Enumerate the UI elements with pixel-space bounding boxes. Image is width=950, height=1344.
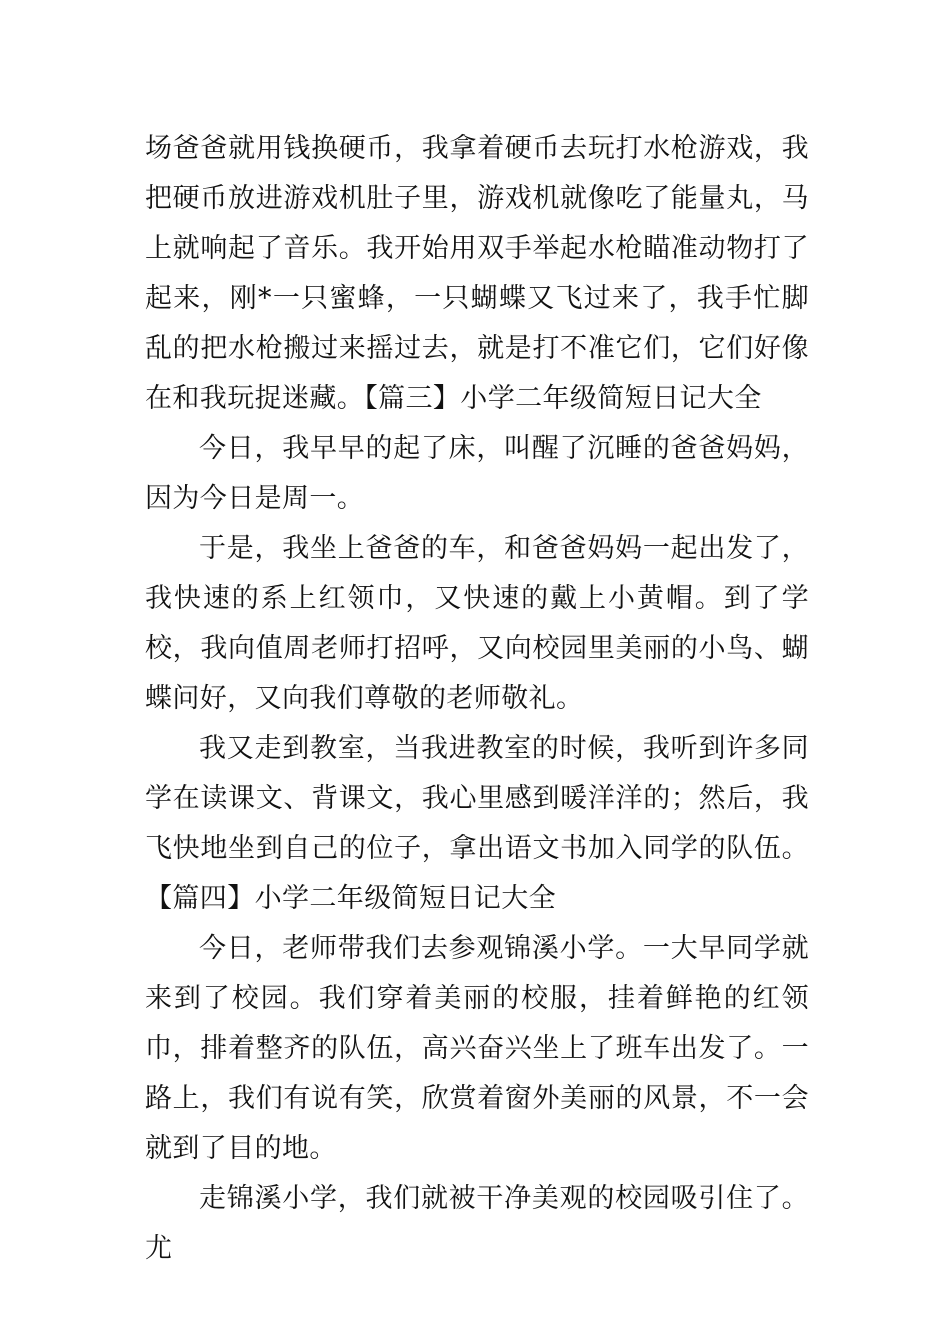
document-body	[145, 124, 809, 1274]
paragraph-5: 今日，老师带我们去参观锦溪小学。一大早同学就来到了校园。我们穿着美丽的校服，挂着鲜艳的红领巾，排着整齐的队伍，高兴奋兴坐上了班车出发了。一路上，我们有说有笑，欣赏着窗外美丽的风景，不一会就到了目的地。	[145, 933, 809, 1164]
paragraph-6: 走锦溪小学，我们就被干净美观的校园吸引住了。尤	[145, 1183, 809, 1264]
paragraph-1: 场爸爸就用钱换硬币，我拿着硬币去玩打水枪游戏，我把硬币放进游戏机肚子里，游戏机就像吃了能量丸，马上就响起了音乐。我开始用双手举起水枪瞄准动物打了起来，刚*一只蜜蜂，一只蝴蝶又飞过来了，我手忙脚乱的把水枪搬过来摇过去，就是打不准它们，它们好像在和我玩捉迷藏。【篇三】小学二年级简短日记大全	[145, 133, 809, 414]
paragraph-4: 我又走到教室，当我进教室的时候，我听到许多同学在读课文、背课文，我心里感到暖洋洋的；然后，我飞快地坐到自己的位子，拿出语文书加入同学的队伍。【篇四】小学二年级简短日记大全	[145, 733, 809, 914]
paragraph-2: 今日，我早早的起了床，叫醒了沉睡的爸爸妈妈，因为今日是周一。	[145, 433, 809, 514]
paragraph-3: 于是，我坐上爸爸的车，和爸爸妈妈一起出发了，我快速的系上红领巾，又快速的戴上小黄帽。到了学校，我向值周老师打招呼，又向校园里美丽的小鸟、蝴蝶问好，又向我们尊敬的老师敬礼。	[145, 533, 809, 714]
